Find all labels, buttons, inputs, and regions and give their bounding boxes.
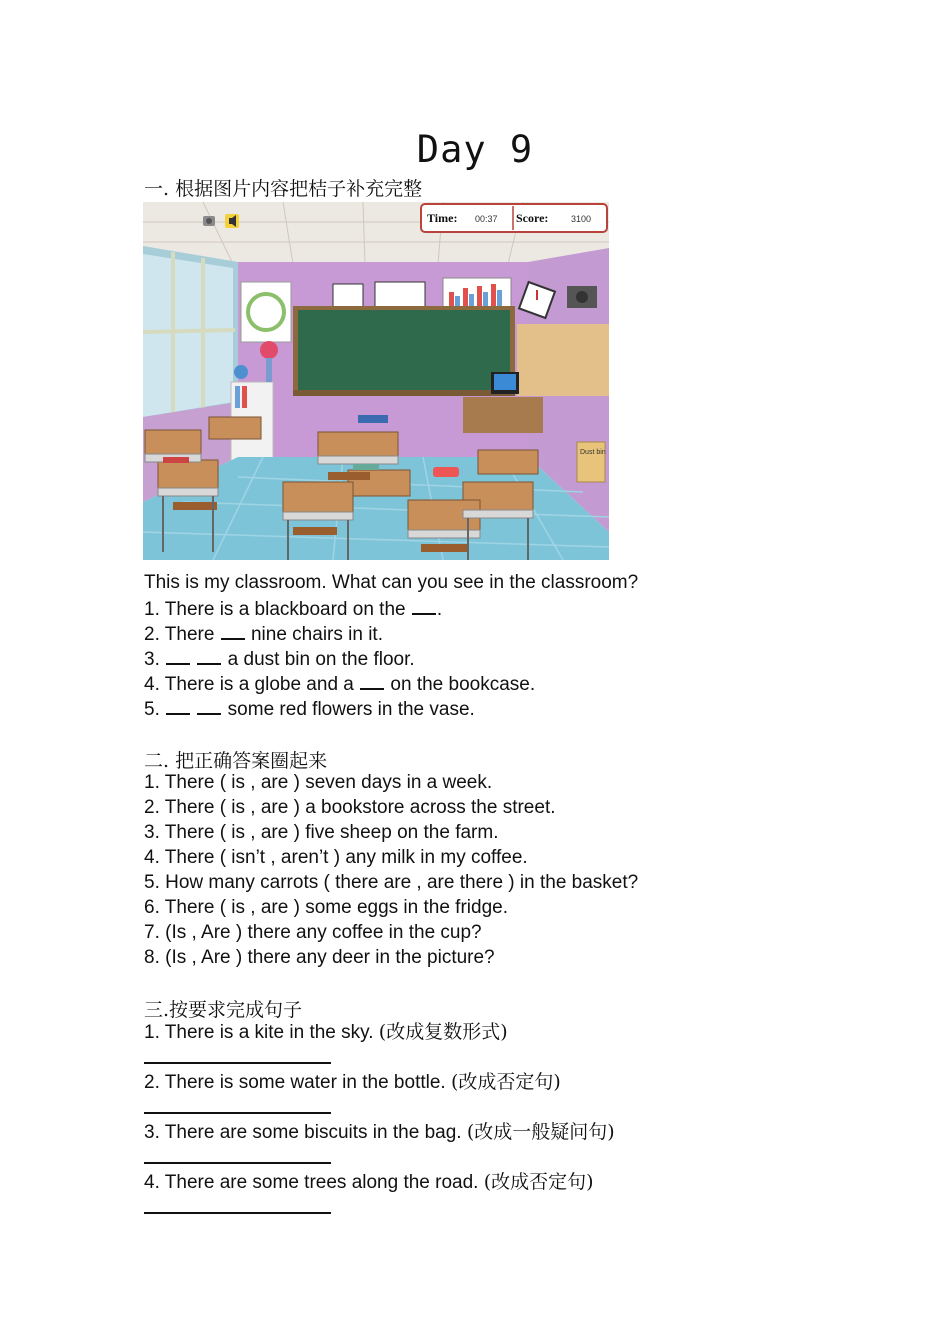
answer-line[interactable]	[144, 1112, 331, 1114]
choice-item: 2. There ( is , are ) a bookstore across the street.	[144, 797, 556, 818]
item-text: 1. There is a blackboard on the	[144, 599, 411, 620]
hud-score-value: 3100	[571, 214, 592, 224]
choice-item: 1. There ( is , are ) seven days in a week.	[144, 772, 493, 793]
item-text: on the bookcase.	[385, 674, 536, 695]
section1-heading: 一. 根据图片内容把桔子补充完整	[144, 178, 423, 200]
answer-blank[interactable]	[221, 621, 245, 640]
speaker-icon	[225, 214, 239, 228]
item-text: a dust bin on the floor.	[222, 649, 415, 670]
section3-heading: 三.按要求完成句子	[144, 999, 303, 1021]
answer-blank[interactable]	[166, 696, 190, 715]
fill-blank-item	[144, 646, 415, 672]
choice-item: 8. (Is , Are ) there any deer in the picture?	[144, 947, 495, 968]
item-text: 2. There	[144, 624, 220, 645]
answer-blank[interactable]	[197, 646, 221, 665]
item-text: 4. There are some trees along the road.	[144, 1172, 484, 1193]
page-title: Day 9	[416, 128, 534, 171]
dust-bin-label: Dust bin	[580, 449, 606, 456]
item-instruction: (改成复数形式)	[378, 1021, 508, 1043]
rewrite-item	[144, 1120, 615, 1145]
item-text: 3. There are some biscuits in the bag.	[144, 1122, 467, 1143]
fill-blank-item	[144, 671, 535, 697]
answer-blank[interactable]	[412, 596, 436, 615]
item-text: 1. There is a kite in the sky.	[144, 1022, 379, 1043]
choice-item: 3. There ( is , are ) five sheep on the farm.	[144, 822, 499, 843]
choice-item: 7. (Is , Are ) there any coffee in the cup?	[144, 922, 482, 943]
camera-icon	[203, 216, 215, 226]
item-text: 5.	[144, 699, 166, 720]
answer-line[interactable]	[144, 1162, 331, 1164]
item-instruction: (改成否定句)	[450, 1071, 561, 1093]
choice-item: 4. There ( isn’t , aren’t ) any milk in my coffee.	[144, 847, 528, 868]
answer-line[interactable]	[144, 1212, 331, 1214]
item-text: nine chairs in it.	[245, 624, 383, 645]
hud-time-value: 00:37	[475, 214, 498, 224]
item-text: .	[436, 599, 443, 620]
item-text: some red flowers in the vase.	[222, 699, 475, 720]
item-text: 3.	[144, 649, 166, 670]
item-text: 4. There is a globe and a	[144, 674, 360, 695]
classroom-illustration	[143, 202, 609, 560]
section2-heading: 二. 把正确答案圈起来	[144, 750, 328, 772]
choice-item: 6. There ( is , are ) some eggs in the fridge.	[144, 897, 508, 918]
answer-line[interactable]	[144, 1062, 331, 1064]
hud-time-label: Time:	[427, 211, 458, 225]
item-instruction: (改成一般疑问句)	[466, 1121, 615, 1143]
fill-blank-item	[144, 596, 442, 622]
rewrite-item	[144, 1020, 508, 1045]
rewrite-item	[144, 1170, 594, 1195]
item-instruction: (改成否定句)	[483, 1171, 594, 1193]
fill-blank-item	[144, 621, 383, 647]
item-text: 2. There is some water in the bottle.	[144, 1072, 451, 1093]
fill-blank-item	[144, 696, 475, 722]
hud-score-label: Score:	[516, 211, 549, 225]
rewrite-item	[144, 1070, 561, 1095]
answer-blank[interactable]	[197, 696, 221, 715]
answer-blank[interactable]	[360, 671, 384, 690]
choice-item: 5. How many carrots ( there are , are there ) in the basket?	[144, 872, 639, 893]
answer-blank[interactable]	[166, 646, 190, 665]
section1-intro: This is my classroom. What can you see in the classroom?	[144, 572, 639, 593]
